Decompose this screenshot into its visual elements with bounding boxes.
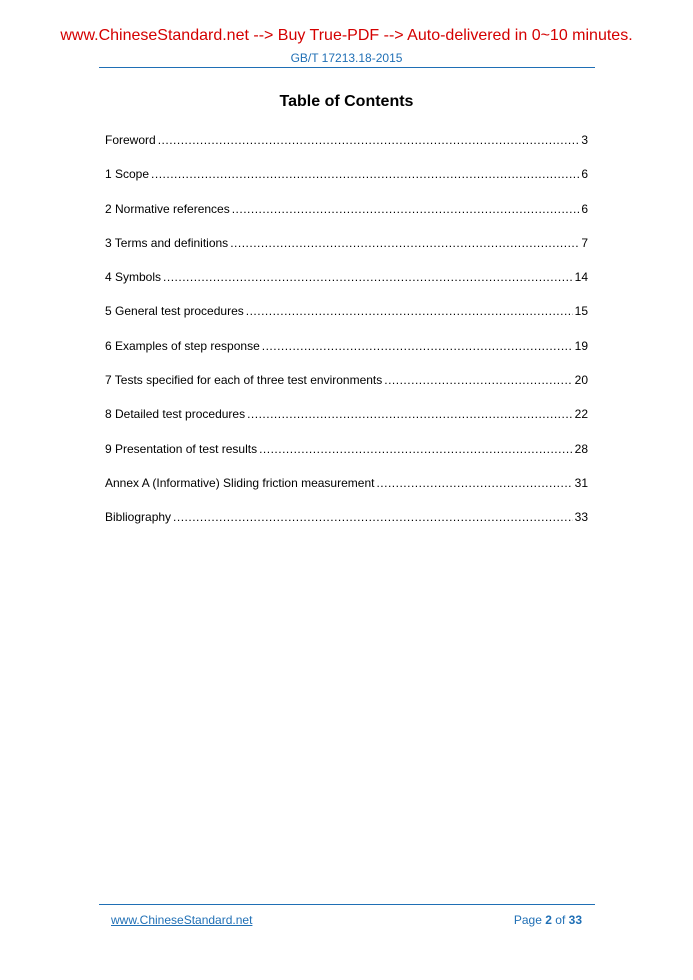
document-code: GB/T 17213.18-2015 [290,51,403,65]
toc-entry-label: Foreword [105,133,156,147]
toc-entry-page: 19 [574,338,588,353]
toc-entry-page: 3 [581,133,588,147]
toc-dot-leader [384,370,572,390]
toc-entry-page: 6 [581,167,588,182]
toc-entry-label: 1 Scope [105,167,150,182]
toc-entry-label: 8 Detailed test procedures [105,407,246,422]
toc-entry-label: 7 Tests specified for each of three test environments [105,373,383,388]
toc-dot-leader [232,199,580,219]
toc-entry-tests-specified[interactable] [105,370,588,404]
toc-entry-label: Annex A (Informative) Sliding friction measurement [105,475,375,490]
footer-divider [99,904,595,905]
toc-entry-bibliography[interactable] [105,507,588,541]
toc-entry-page: 20 [574,373,588,388]
toc-entry-terms-and-definitions[interactable] [105,233,588,267]
toc-entry-label: 4 Symbols [105,270,162,285]
toc-entry-label: 9 Presentation of test results [105,441,258,456]
toc-dot-leader [259,439,573,459]
toc-entry-detailed-test-procedures[interactable] [105,404,588,438]
promo-banner[interactable]: www.ChineseStandard.net --> Buy True-PDF --> Auto-delivered in 0~10 minutes. [60,27,633,44]
page-of: of [555,913,566,927]
toc-entry-examples-of-step-response[interactable] [105,336,588,370]
page-current: 2 [545,913,552,927]
toc-dot-leader [262,336,573,356]
toc-dot-leader [158,130,580,150]
toc-entry-general-test-procedures[interactable] [105,301,588,335]
toc-title: Table of Contents [279,93,414,110]
toc-entry-page: 22 [574,407,588,422]
page-total: 33 [568,913,582,927]
page-number [514,913,582,927]
table-of-contents [105,130,588,542]
toc-entry-page: 33 [574,510,588,525]
toc-entry-normative-references[interactable] [105,199,588,233]
toc-entry-label: 6 Examples of step response [105,338,260,353]
toc-entry-label: 2 Normative references [105,201,230,216]
toc-dot-leader [230,233,579,253]
toc-entry-page: 15 [574,304,588,319]
toc-dot-leader [246,301,573,321]
toc-dot-leader [163,267,573,287]
toc-entry-label: 5 General test procedures [105,304,244,319]
toc-entry-page: 7 [581,235,588,250]
toc-dot-leader [173,507,573,527]
toc-entry-page: 28 [574,441,588,456]
toc-entry-foreword[interactable] [105,130,588,164]
toc-dot-leader [247,404,573,424]
toc-entry-label: 3 Terms and definitions [105,235,229,250]
toc-entry-page: 31 [574,475,588,490]
footer-website-link[interactable]: www.ChineseStandard.net [111,913,253,927]
page-prefix: Page [513,913,542,927]
toc-dot-leader [151,164,579,184]
toc-entry-symbols[interactable] [105,267,588,301]
toc-entry-scope[interactable] [105,164,588,198]
toc-entry-page: 6 [581,201,588,216]
toc-dot-leader [376,473,572,493]
toc-entry-label: Bibliography [105,510,172,525]
toc-entry-annex-a[interactable] [105,473,588,507]
header-divider [99,67,595,68]
toc-entry-presentation-of-test-results[interactable] [105,439,588,473]
toc-entry-page: 14 [574,270,588,285]
